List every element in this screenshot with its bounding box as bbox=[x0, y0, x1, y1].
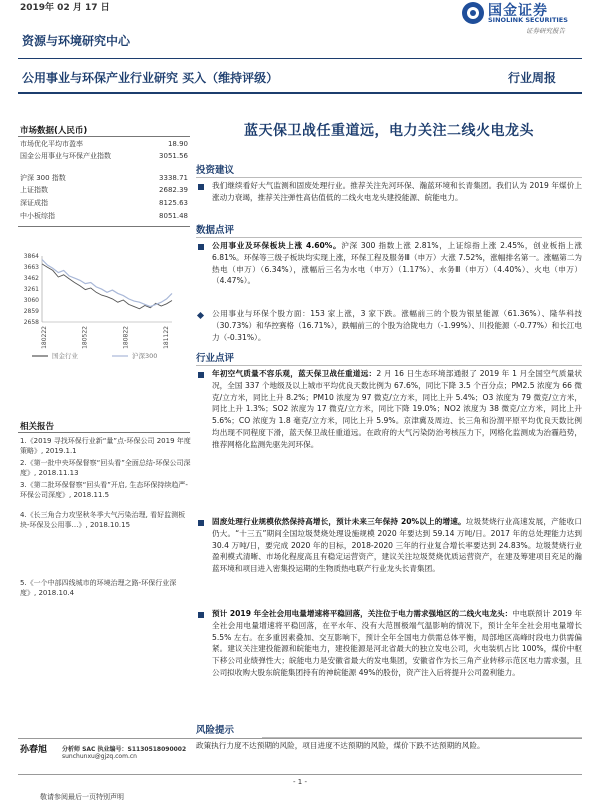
related-report-item[interactable]: 2.《第一批中央环保督察“回头看”全面总结-环保公司深度》, 2018.11.13 bbox=[20, 459, 191, 477]
market-row bbox=[20, 212, 188, 221]
analyst-cert: 分析师 SAC 执业编号：S1130518090002 bbox=[62, 746, 187, 753]
market-divider-bottom bbox=[18, 226, 190, 227]
market-data-title: 市场数据(人民币) bbox=[20, 126, 88, 136]
industry-paragraph-2 bbox=[212, 516, 582, 575]
x-tick-label: 180822 bbox=[122, 326, 130, 349]
legend-label: 沪深300 bbox=[132, 352, 158, 360]
footer-disclaimer: 敬请参阅最后一页特别声明 bbox=[40, 793, 124, 800]
market-label: 上证指数 bbox=[20, 186, 48, 194]
section-divider bbox=[262, 737, 582, 738]
industry-rating: 公用事业与环保产业行业研究 买入（维持评级） bbox=[22, 71, 279, 85]
report-date: 2019年 02 月 17 日 bbox=[20, 3, 110, 13]
section-heading-industry: 行业点评 bbox=[196, 353, 235, 364]
industry-paragraph-1 bbox=[212, 368, 582, 451]
brand-subtitle: 证券研究报告 bbox=[526, 27, 565, 35]
bullet-icon bbox=[198, 372, 204, 378]
logo-icon bbox=[462, 2, 484, 24]
report-title: 蓝天保卫战任重道远，电力关注二线火电龙头 bbox=[244, 123, 534, 139]
market-row bbox=[20, 199, 188, 208]
data-lead: 公用事业及环保板块上涨 4.60%。 bbox=[212, 241, 342, 250]
section-heading-invest: 投资建议 bbox=[196, 165, 235, 176]
market-value: 18.90 bbox=[167, 140, 188, 148]
market-label: 中小板综指 bbox=[20, 212, 55, 220]
section-heading-data: 数据点评 bbox=[196, 225, 235, 236]
x-tick-label: 180522 bbox=[81, 326, 89, 349]
section-divider bbox=[196, 177, 582, 178]
related-report-item[interactable]: 4.《长三角合力攻坚秋冬季大气污染治理, 看好监测板块-环保及公用事…》, 2018.10.15 bbox=[20, 511, 186, 529]
market-value: 3338.71 bbox=[159, 174, 188, 182]
related-reports-title: 相关报告 bbox=[20, 422, 55, 432]
header-divider bbox=[18, 58, 582, 59]
industry-lead-2: 固废处理行业规模依然保持高增长，预计未来三年保持 20%以上的增速。 bbox=[212, 517, 466, 526]
market-value: 2682.39 bbox=[159, 186, 188, 194]
data-paragraph-2: 公用事业与环保个股方面：153 家上涨，3 家下跌。涨幅前三的个股为银星能源（61.36%）、隆华科技（30.73%）和华控赛格（16.71%），跌幅前三的个股为洽陇电力（-1.99%）、川投能源（-0.77%）和长江电力（-0.31%）。 bbox=[212, 309, 582, 342]
market-label: 沪深 300 指数 bbox=[20, 174, 66, 182]
research-center: 资源与环境研究中心 bbox=[22, 34, 131, 48]
y-tick-label: 3864 bbox=[23, 253, 39, 260]
bullet-icon bbox=[198, 184, 204, 190]
analyst-name: 孙春旭 bbox=[20, 745, 48, 755]
industry-body-2: 垃圾焚烧行业高速发展，产能收口仍大。“十三五”期间全国垃圾焚烧处理设施规模 2020 年要达到 59.14 万吨/日。2017 年的总处理能力达到 30.4 万吨/日，要完成 2020 年的目标，2018-2020 三年的行业复合增长率要达到 24.83%。垃圾焚烧行业盈利模式清晰、市场化程度高且有稳定运营资产，建议关注垃圾焚烧优质运营资产，在建及筹建项目充足的瀚蓝环境和项目进入密集投运期的生物质热电联产行业龙头长青集团。 bbox=[212, 517, 583, 574]
market-value: 8051.48 bbox=[159, 212, 188, 220]
y-tick-label: 2859 bbox=[23, 308, 39, 315]
bullet-icon bbox=[198, 612, 204, 618]
y-tick-label: 3663 bbox=[23, 264, 39, 271]
industry-body-1: 2 月 16 日生态环境部通报了 2019 年 1 月全国空气质量状况，全国 337 个地级及以上城市平均优良天数比例为 67.6%，同比下降 3.5 个百分点；PM2.5 浓度为 66 微克/立方米，同比上升 8.2%；PM10 浓度为 97 微克/立方米，同比上升 5.4%；O3 浓度为 79 微克/立方米，同比上升 1.3%；SO2 浓度为 17 微克/立方米，同比下降 19.0%；NO2 浓度为 38 微克/立方米，同比上升 5.6%；CO 浓度为 1.8 毫克/立方米，同比上升 5.9%。京津冀及周边、长三角和汾渭平原平均优良天数比例均出现不同程度下滑，蓝天保卫战任重道远。在政府的大气污染防治考核压力下，网格化监测成为治霾趋势，推荐网格化监测先驱先河环保。 bbox=[212, 369, 583, 449]
market-row bbox=[20, 152, 188, 170]
y-tick-label: 3060 bbox=[23, 297, 39, 304]
y-tick-label: 2658 bbox=[23, 319, 39, 326]
market-label: 国金公用事业与环保产业指数 bbox=[20, 152, 111, 160]
section-divider bbox=[196, 237, 582, 238]
page-number: - 1 - bbox=[293, 778, 307, 786]
x-tick-label: 180222 bbox=[41, 326, 48, 349]
market-label: 市场优化平均市盈率 bbox=[20, 140, 83, 148]
market-label: 深证成指 bbox=[20, 199, 48, 207]
data-body: 沪深 300 指数上涨 2.81%，上证综指上涨 2.45%，创业板指上涨 6.81%。环保等三级子板块均实现上涨，环保工程及服务Ⅲ（申万）大涨 7.52%，涨幅排名第一。涨幅第二为热电（申万）（6.34%），涨幅后三名为水电（申万）（1.17%）、水务Ⅲ（申万）（4.40%）、火电（申万）（4.47%）。 bbox=[212, 241, 582, 286]
header-divider-thick bbox=[18, 92, 582, 94]
author-divider bbox=[18, 738, 582, 739]
risk-paragraph: 政策执行力度不达预期的风险，项目进度不达预期的风险，煤价下跌不达预期的风险。 bbox=[196, 741, 485, 750]
bullet-icon bbox=[197, 312, 204, 319]
footer-divider bbox=[18, 774, 582, 775]
invest-paragraph: 我们继续看好大气监测和固废处理行业。推荐关注先河环保、瀚蓝环境和长青集团。我们认为 2019 年煤价上涨动力衰竭，推荐关注弹性高估值低的二线火电龙头建投能源、皖能电力。 bbox=[212, 181, 582, 202]
series-line bbox=[42, 264, 172, 309]
series-line bbox=[42, 260, 172, 307]
related-divider bbox=[18, 432, 190, 433]
index-line-chart bbox=[18, 252, 190, 364]
market-divider bbox=[18, 136, 190, 137]
industry-lead-3: 预计 2019 年全社会用电量增速将平稳回落，关注位于电力需求强地区的二线火电龙头： bbox=[212, 609, 513, 618]
report-type: 行业周报 bbox=[508, 71, 557, 85]
bullet-icon bbox=[198, 520, 204, 526]
market-row bbox=[20, 174, 188, 183]
section-heading-risk: 风险提示 bbox=[196, 725, 235, 736]
analyst-email[interactable]: sunchunxu@gjzq.com.cn bbox=[62, 753, 137, 760]
related-report-item[interactable]: 3.《第二批环保督察“回头看”开启, 生态环保持续趋严-环保公司深度》, 2018.11.5 bbox=[20, 481, 188, 499]
market-value: 3051.56 bbox=[159, 152, 188, 160]
data-paragraph-1 bbox=[212, 240, 582, 287]
y-tick-label: 3462 bbox=[23, 275, 39, 282]
related-report-item[interactable]: 5.《一个中部四线城市的环境治理之路-环保行业深度》, 2018.10.4 bbox=[20, 579, 177, 597]
related-report-item[interactable]: 1.《2019 寻找环保行业新“量”点-环保公司 2019 年度策略》, 2019.1.1 bbox=[20, 437, 191, 455]
legend-label: 国金行业 bbox=[52, 352, 78, 360]
bullet-icon bbox=[198, 244, 204, 250]
industry-paragraph-3 bbox=[212, 608, 582, 679]
market-row bbox=[20, 140, 188, 149]
industry-lead-1: 年初空气质量不容乐观，蓝天保卫战任重道远： bbox=[212, 369, 377, 378]
brand-name-en: SINOLINK SECURITIES bbox=[488, 16, 568, 24]
brand-name-cn: 国金证券 bbox=[488, 3, 548, 19]
industry-body-3: 中电联预计 2019 年全社会用电量增速将平稳回落，在平水年、没有大范围极端气温影响的情况下，预计全年全社会用电量增长 5.5% 左右。在多重因素叠加、交互影响下，预计全年全国电力供需总体平衡，局部地区高峰时段电力供需偏紧。建议关注建投能源和皖能电力，建投能源是河北省最大的独立发电公司，火电装机占比 100%，煤价中枢下移公司业绩弹性大；皖能电力是安徽省最大的发电集团，安徽省作为长三角产业转移示范区电力需求强，且公司拟收购大股东皖能集团持有的神皖能源 49%的股份，资产注入后将提升公司盈利能力。 bbox=[212, 609, 582, 677]
x-tick-label: 181122 bbox=[163, 326, 170, 349]
market-value: 8125.63 bbox=[159, 199, 188, 207]
section-divider bbox=[196, 365, 582, 366]
market-row bbox=[20, 186, 188, 195]
y-tick-label: 3261 bbox=[23, 286, 39, 293]
